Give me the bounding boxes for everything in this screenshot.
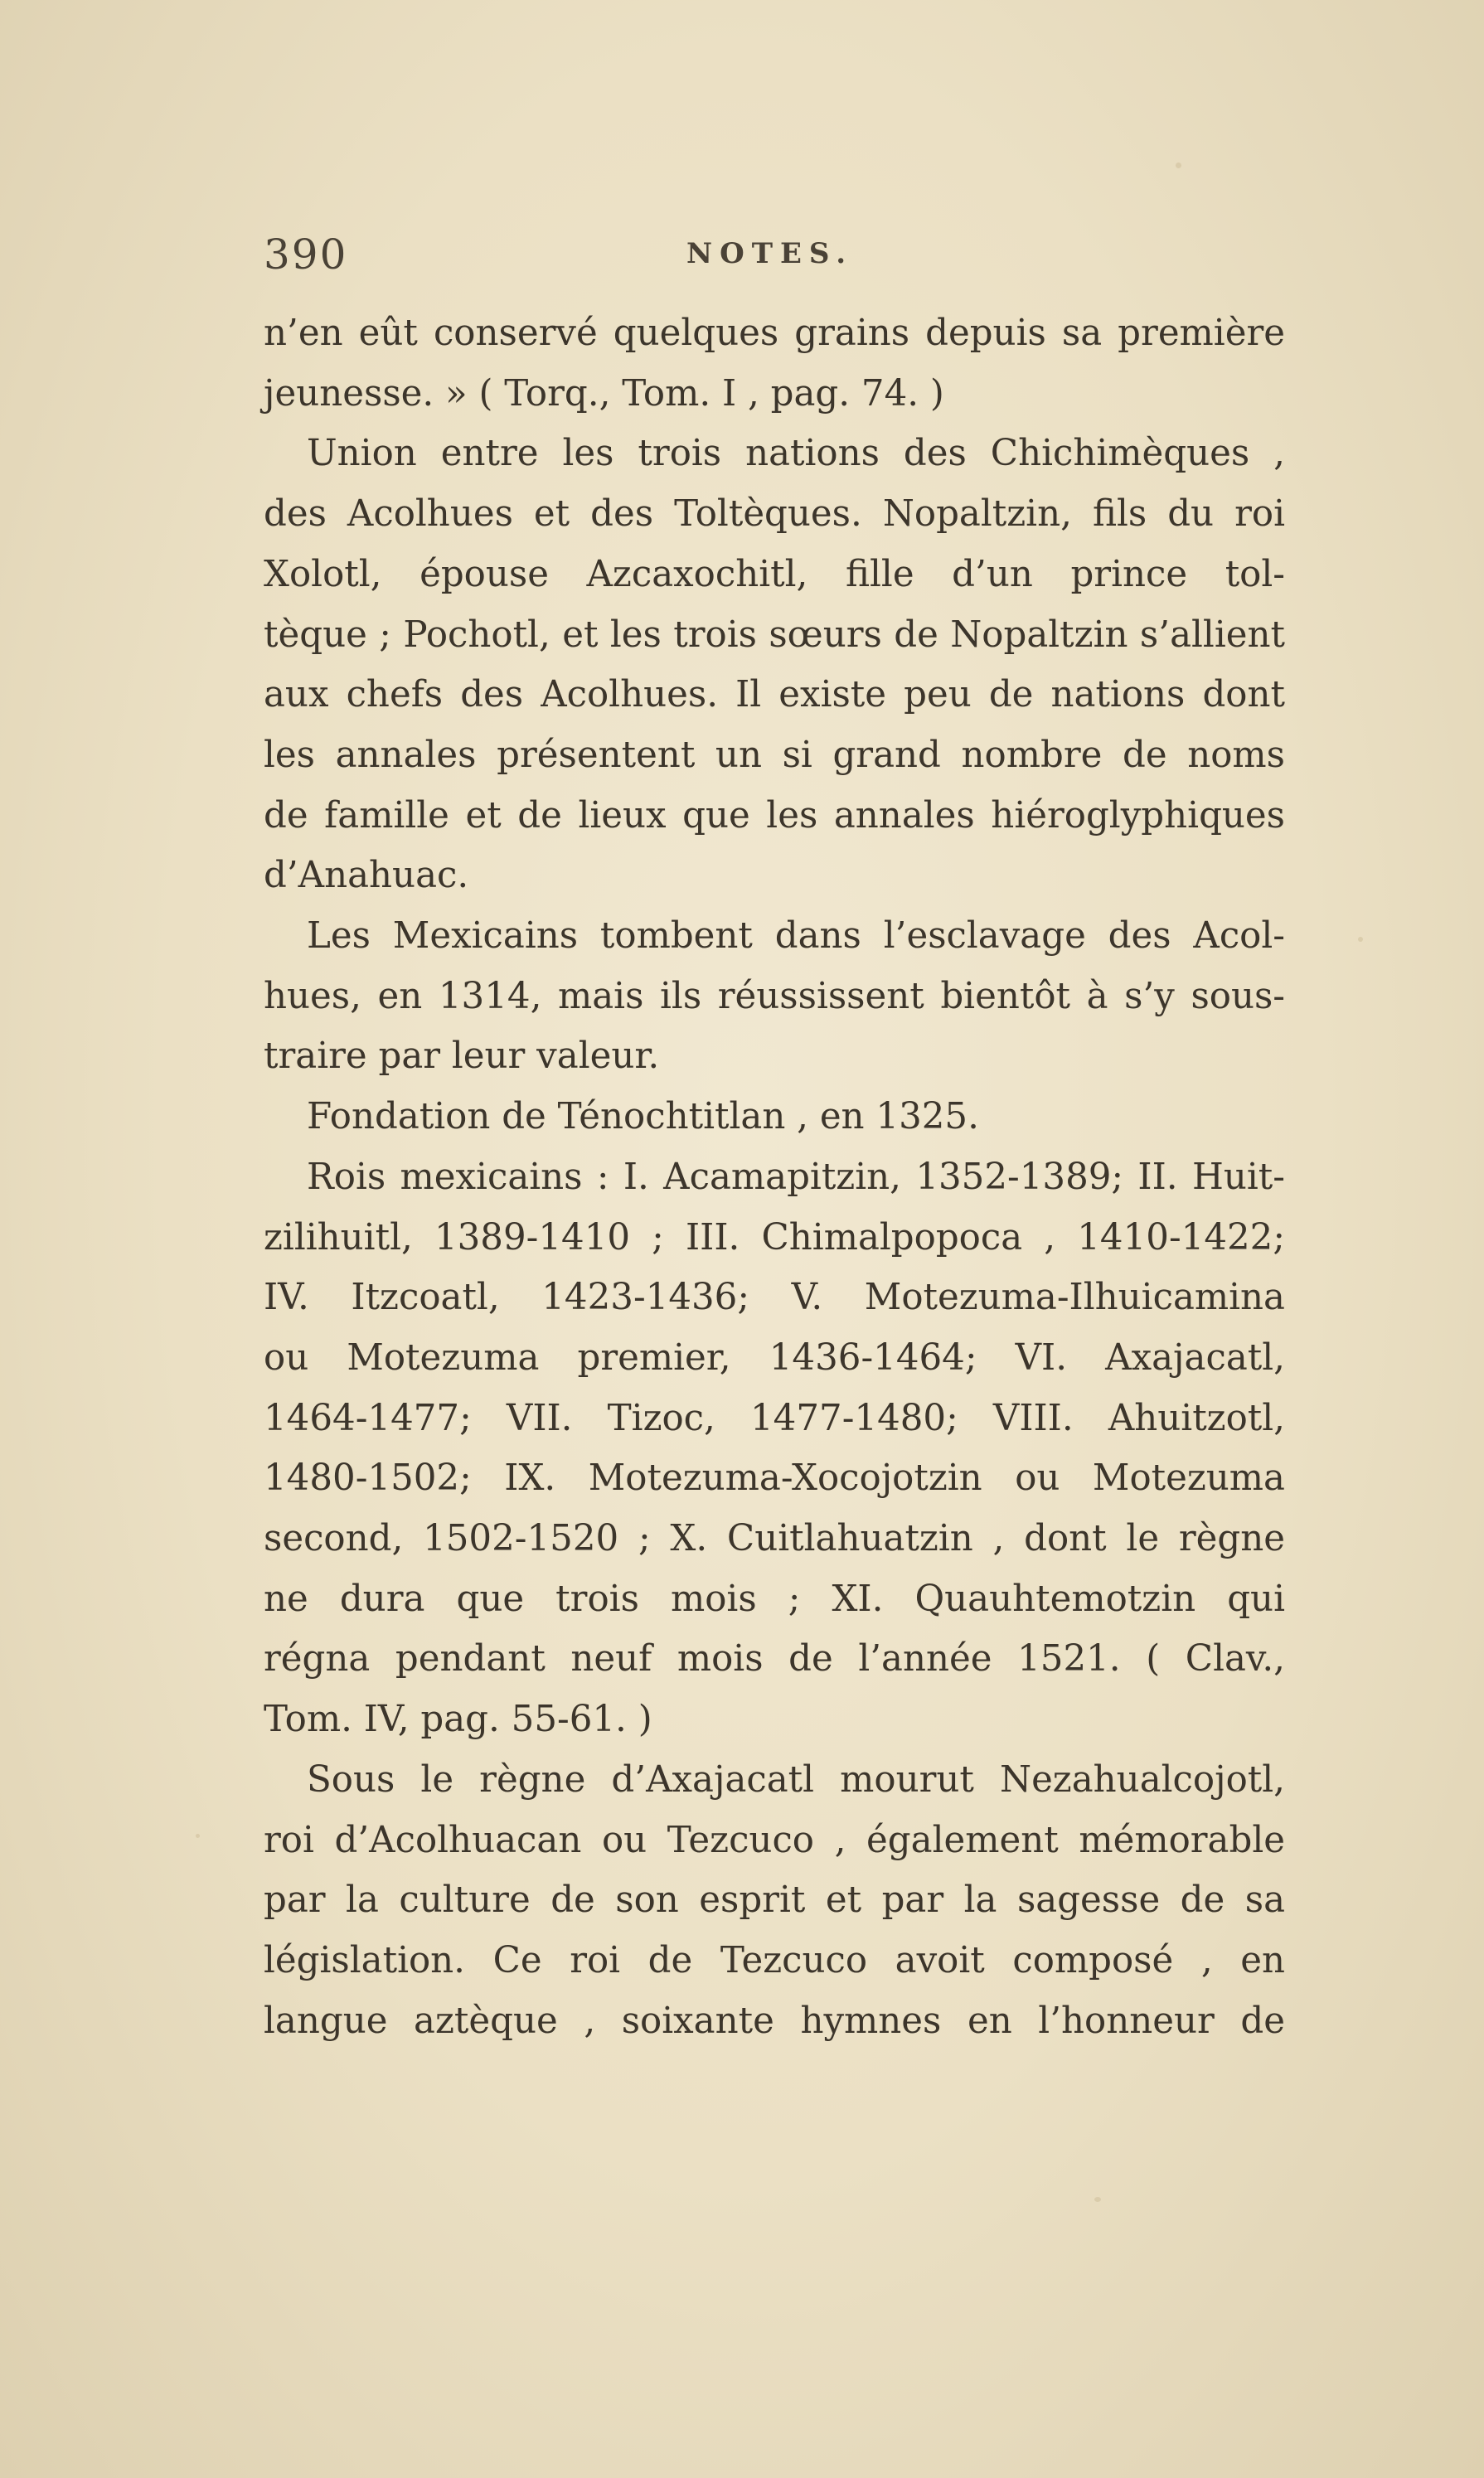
text-line: ne dura que trois mois ; XI. Quauhtemotzin qui — [264, 1578, 1285, 1620]
text-line: Tom. IV, pag. 55-61. ) — [264, 1699, 652, 1741]
text-line: n’en eût conservé quelques grains depuis sa première — [264, 313, 1285, 354]
page-header — [264, 230, 1333, 280]
paper-stain — [1358, 937, 1363, 942]
text-line: hues, en 1314, mais ils réussissent bientôt à s’y sous- — [264, 975, 1285, 1017]
text-line: les annales présentent un si grand nombre de noms — [264, 734, 1285, 776]
text-line: d’Anahuac. — [264, 855, 469, 897]
text-line: 1464-1477; VII. Tizoc, 1477-1480; VIII. Ahuitzotl, — [264, 1397, 1285, 1439]
text-line: IV. Itzcoatl, 1423-1436; V. Motezuma-Ilhuicamina — [264, 1277, 1285, 1319]
text-line: Les Mexicains tombent dans l’esclavage des Acol- — [307, 915, 1285, 958]
text-body — [264, 303, 1285, 2051]
page-number: 390 — [264, 230, 348, 279]
text-line: régna pendant neuf mois de l’année 1521. ( Clav., — [264, 1638, 1285, 1680]
paragraph-rois-mexicains — [264, 1147, 1285, 1750]
text-line: jeunesse. » ( Torq., Tom. I , pag. 74. ) — [264, 372, 944, 415]
paper-stain — [1176, 162, 1181, 168]
text-line: législation. Ce roi de Tezcuco avoit composé , en — [264, 1939, 1285, 1981]
paragraph-axajacatl — [264, 1750, 1285, 2052]
text-line: langue aztèque , soixante hymnes en l’honneur de — [264, 2000, 1285, 2042]
paragraph-fondation — [264, 1087, 1285, 1147]
text-line: de famille et de lieux que les annales hiéroglyphiques — [264, 794, 1285, 837]
paragraph-esclavage — [264, 906, 1285, 1087]
text-line: second, 1502-1520 ; X. Cuitlahuatzin , dont le règne — [264, 1518, 1285, 1560]
paragraph-union — [264, 424, 1285, 906]
text-line: 1480-1502; IX. Motezuma-Xocojotzin ou Motezuma — [264, 1457, 1285, 1500]
text-line: Rois mexicains : I. Acamapitzin, 1352-1389; II. Huit- — [307, 1156, 1285, 1198]
text-line: Fondation de Ténochtitlan , en 1325. — [307, 1096, 979, 1138]
text-line: Union entre les trois nations des Chichimèques , — [307, 433, 1285, 475]
text-line: tèque ; Pochotl, et les trois sœurs de Nopaltzin s’allient — [264, 613, 1285, 656]
text-line: Xolotl, épouse Azcaxochitl, fille d’un prince tol- — [264, 553, 1285, 595]
text-line: aux chefs des Acolhues. Il existe peu de nations dont — [264, 674, 1285, 716]
paragraph-continuation — [264, 303, 1285, 424]
text-line: ou Motezuma premier, 1436-1464; VI. Axajacatl, — [264, 1336, 1285, 1379]
text-line: par la culture de son esprit et par la sagesse de sa — [264, 1879, 1285, 1922]
text-line: zilihuitl, 1389-1410 ; III. Chimalpopoca , 1410-1422; — [264, 1216, 1285, 1258]
text-line: Sous le règne d’Axajacatl mourut Nezahualcojotl, — [307, 1758, 1285, 1801]
text-line: des Acolhues et des Toltèques. Nopaltzin, fils du roi — [264, 493, 1285, 536]
paper-stain — [196, 1834, 200, 1838]
paper-stain — [1094, 2197, 1101, 2202]
running-head: NOTES. — [686, 237, 854, 270]
text-line: traire par leur valeur. — [264, 1035, 660, 1078]
text-line: roi d’Acolhuacan ou Tezcuco , également mémorable — [264, 1819, 1285, 1861]
